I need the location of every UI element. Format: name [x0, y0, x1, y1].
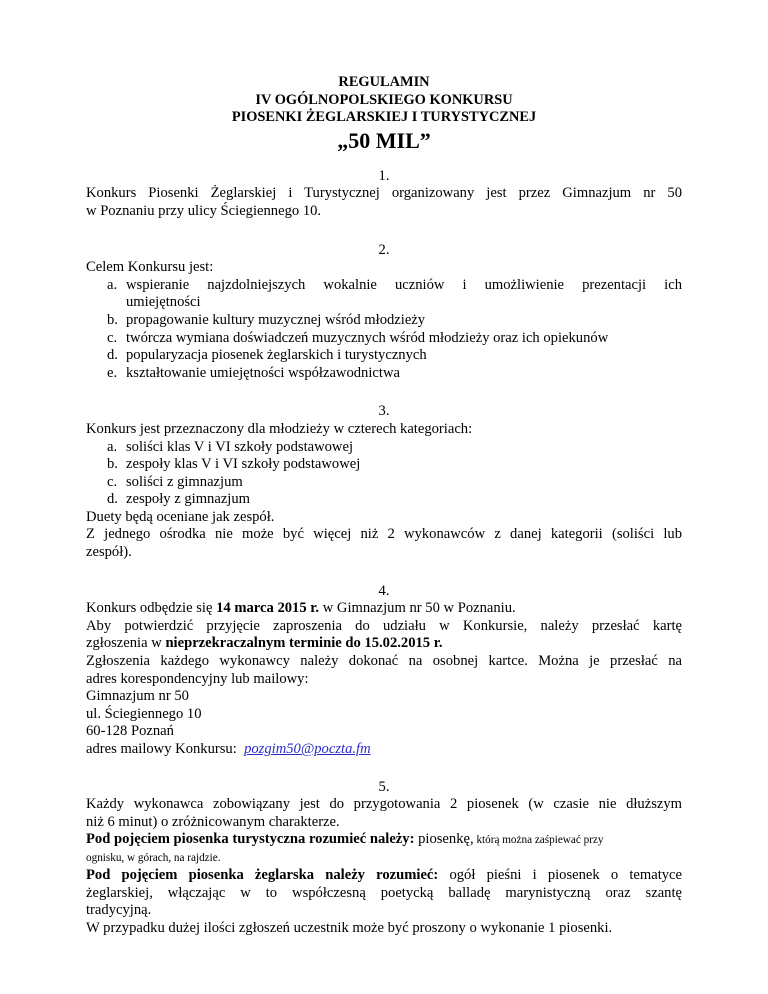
list-item-text: soliści klas V i VI szkoły podstawowej	[126, 438, 354, 455]
sailing-song-definition	[86, 867, 682, 885]
section-1-text-line-1: Konkurs Piosenki Żeglarskiej i Turystycznej organizowany jest przez Gimnazjum nr 50	[86, 185, 682, 202]
list-item	[86, 491, 682, 509]
tourist-song-definition-cont: ognisku, w górach, na rajdzie.	[86, 851, 221, 864]
songs-line-1: Każdy wykonawca zobowiązany jest do przygotowania 2 piosenek (w czasie nie dłuższym	[86, 796, 682, 813]
application-line-1: Zgłoszenia każdego wykonawcy należy dokonać na osobnej kartce. Można je przesłać na	[86, 653, 682, 670]
list-item-text: soliści z gimnazjum	[126, 473, 243, 490]
event-date-line	[86, 600, 682, 618]
text-span: zgłoszenia w	[86, 635, 166, 652]
address-line-street: ul. Ściegiennego 10	[86, 705, 202, 722]
list-marker: c.	[107, 473, 118, 490]
list-item	[86, 439, 682, 457]
limit-note-line-1: Z jednego ośrodka nie może być więcej niż 2 wykonawców z danej kategorii (soliści lub	[86, 526, 682, 543]
list-item	[86, 456, 682, 474]
list-item-text-cont: umiejętności	[126, 294, 201, 311]
section-2-intro: Celem Konkursu jest:	[86, 259, 214, 276]
email-link[interactable]: pozgim50@poczta.fm	[244, 741, 371, 757]
list-item	[86, 365, 682, 383]
text-span: piosenkę,	[414, 831, 474, 848]
text-span: którą można zaśpiewać przy	[473, 834, 604, 847]
list-item-text: popularyzacja piosenek żeglarskich i turystycznych	[126, 347, 427, 364]
list-item	[86, 474, 682, 492]
deadline: nieprzekraczalnym terminie do 15.02.2015 r.	[165, 635, 443, 652]
list-item	[86, 330, 682, 348]
list-marker: b.	[107, 456, 118, 473]
list-item-text: kształtowanie umiejętności współzawodnictwa	[126, 364, 400, 381]
section-1-number: 1.	[378, 167, 390, 184]
list-item	[86, 312, 682, 330]
list-marker: b.	[107, 311, 118, 328]
email-label: adres mailowy Konkursu:	[86, 741, 245, 757]
sailing-song-definition-line-2: żeglarskiej, włączając w to współczesną poetycką balladę marynistyczną oraz szantę	[86, 884, 682, 901]
section-5-number: 5.	[378, 778, 390, 795]
definition-term: Pod pojęciem piosenka turystyczna rozumieć należy:	[86, 831, 415, 848]
list-marker: d.	[107, 491, 118, 508]
list-item-text: propagowanie kultury muzycznej wśród młodzieży	[126, 311, 426, 328]
contest-name: „50 MIL”	[337, 127, 431, 153]
confirmation-line-2	[86, 635, 682, 653]
list-item-text: zespoły z gimnazjum	[126, 491, 251, 508]
many-applications-note: W przypadku dużej ilości zgłoszeń uczestnik może być proszony o wykonanie 1 piosenki.	[86, 919, 613, 936]
list-marker: c.	[107, 329, 118, 346]
list-item	[86, 347, 682, 365]
text-span: w Gimnazjum nr 50 w Poznaniu.	[319, 600, 516, 617]
songs-line-2: niż 6 minut) o zróżnicowanym charakterze.	[86, 813, 340, 830]
list-item	[86, 277, 682, 312]
address-line-school: Gimnazjum nr 50	[86, 688, 189, 705]
sailing-song-definition-line-3: tradycyjną.	[86, 902, 152, 919]
list-item-text: twórcza wymiana doświadczeń muzycznych wśród młodzieży oraz ich opiekunów	[126, 329, 609, 346]
address-line-city: 60-128 Poznań	[86, 723, 174, 740]
header-title-line-2: IV OGÓLNOPOLSKIEGO KONKURSU	[255, 91, 513, 108]
email-line	[86, 741, 682, 759]
confirmation-line-1: Aby potwierdzić przyjęcie zaproszenia do udziału w Konkursie, należy przesłać kartę	[86, 617, 682, 634]
header-title-line-1: REGULAMIN	[338, 74, 430, 90]
duets-note: Duety będą oceniane jak zespół.	[86, 508, 275, 525]
application-line-2: adres korespondencyjny lub mailowy:	[86, 670, 309, 687]
text-span: Konkurs odbędzie się	[86, 600, 217, 617]
tourist-song-definition	[86, 831, 682, 850]
list-marker: a.	[107, 276, 118, 293]
list-item-text: wspieranie najzdolniejszych wokalnie uczniów i umożliwienie prezentacji ich	[126, 276, 682, 293]
section-4-number: 4.	[378, 582, 390, 599]
goals-list	[86, 277, 682, 383]
header-title-line-3: PIOSENKI ŻEGLARSKIEJ I TURYSTYCZNEJ	[231, 109, 537, 126]
limit-note-line-2: zespół).	[86, 544, 132, 561]
section-2-number: 2.	[378, 241, 390, 258]
list-item-text: zespoły klas V i VI szkoły podstawowej	[126, 456, 361, 473]
list-marker: d.	[107, 347, 118, 364]
section-3-intro: Konkurs jest przeznaczony dla młodzieży w czterech kategoriach:	[86, 420, 473, 437]
section-3-number: 3.	[378, 403, 390, 420]
section-1-text-line-2: w Poznaniu przy ulicy Ściegiennego 10.	[86, 202, 322, 219]
event-date: 14 marca 2015 r.	[216, 600, 320, 617]
categories-list	[86, 439, 682, 509]
regulations-document	[86, 74, 682, 937]
text-span: ogół pieśni i piosenek o tematyce	[438, 866, 682, 883]
list-marker: a.	[107, 438, 118, 455]
definition-term: Pod pojęciem piosenka żeglarska należy rozumieć:	[86, 866, 439, 883]
list-marker: e.	[107, 364, 118, 381]
